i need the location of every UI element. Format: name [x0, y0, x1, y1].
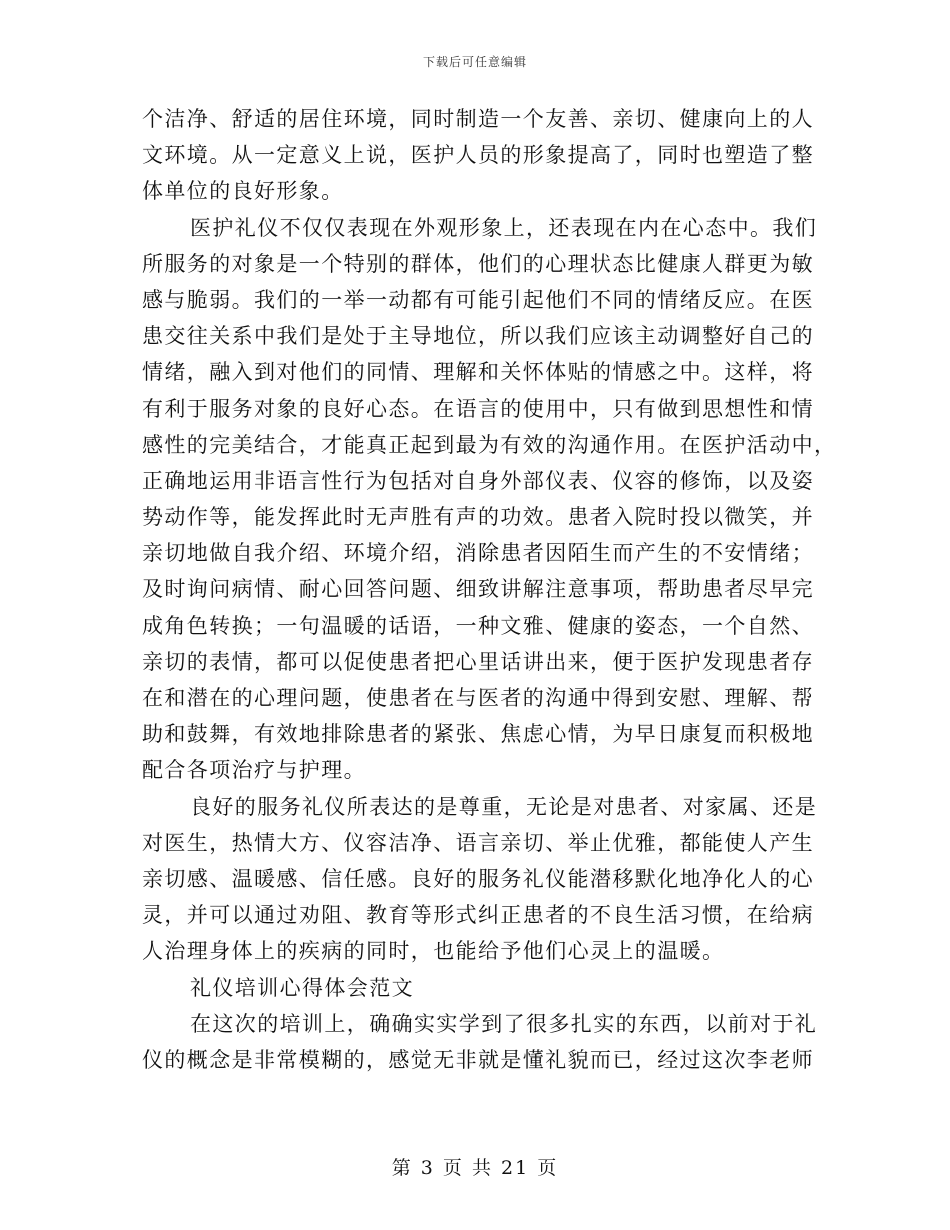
text-line: 有利于服务对象的良好心态。在语言的使用中，只有做到思想性和情: [142, 396, 814, 421]
text-line: 对医生，热情大方、仪容洁净、语言亲切、举止优雅，都能使人产生: [142, 830, 814, 855]
text-line: 亲切的表情，都可以促使患者把心里话讲出来，便于医护发现患者存: [142, 649, 814, 674]
text-line: 情绪，融入到对他们的同情、理解和关怀体贴的情感之中。这样，将: [142, 360, 814, 385]
text-line: 人治理身体上的疾病的同时，也能给予他们心灵上的温暖。: [142, 939, 725, 964]
paragraph-start-line: 良好的服务礼仪所表达的是尊重，无论是对患者、对家属、还是: [190, 794, 818, 819]
section-title: 礼仪培训心得体会范文: [190, 975, 414, 1000]
text-line: 及时询问病情、耐心回答问题、细致讲解注意事项，帮助患者尽早完: [142, 577, 814, 602]
text-line: 亲切感、温暖感、信任感。良好的服务礼仪能潜移默化地净化人的心: [142, 866, 814, 891]
text-line: 灵，并可以通过劝阻、教育等形式纠正患者的不良生活习惯，在给病: [142, 903, 814, 928]
text-line: 成角色转换；一句温暖的话语，一种文雅、健康的姿态，一个自然、: [142, 613, 814, 638]
text-line: 助和鼓舞，有效地排除患者的紧张、焦虑心情，为早日康复而积极地: [142, 722, 814, 747]
page-header: 下载后可任意编辑: [422, 55, 527, 69]
text-line: 所服务的对象是一个特别的群体，他们的心理状态比健康人群更为敏: [142, 251, 814, 276]
text-line: 患交往关系中我们是处于主导地位，所以我们应该主动调整好自己的: [142, 324, 814, 349]
text-line: 势动作等，能发挥此时无声胜有声的功效。患者入院时投以微笑，并: [142, 505, 814, 530]
text-line: 亲切地做自我介绍、环境介绍，消除患者因陌生而产生的不安情绪；: [142, 541, 814, 566]
text-line: 体单位的良好形象。: [142, 179, 344, 204]
paragraph-start-line: 在这次的培训上，确确实实学到了很多扎实的东西，以前对于礼: [190, 1011, 818, 1036]
text-line: 感性的完美结合，才能真正起到最为有效的沟通作用。在医护活动中，: [142, 432, 837, 457]
text-line: 文环境。从一定意义上说，医护人员的形象提高了，同时也塑造了整: [142, 143, 814, 168]
text-line: 在和潜在的心理问题，使患者在与医者的沟通中得到安慰、理解、帮: [142, 686, 814, 710]
page-number-footer: 第 3 页 共 21 页: [391, 1157, 559, 1179]
text-line: 感与脆弱。我们的一举一动都有可能引起他们不同的情绪反应。在医: [142, 287, 814, 312]
text-line: 仪的概念是非常模糊的，感觉无非就是懂礼貌而已，经过这次李老师: [142, 1047, 814, 1072]
paragraph-start-line: 医护礼仪不仅仅表现在外观形象上，还表现在内在心态中。我们: [190, 215, 818, 240]
text-line: 个洁净、舒适的居住环境，同时制造一个友善、亲切、健康向上的人: [142, 107, 814, 131]
text-line: 配合各项治疗与护理。: [142, 758, 366, 783]
text-line: 正确地运用非语言性行为包括对自身外部仪表、仪容的修饰，以及姿: [142, 468, 814, 493]
document-body: [142, 101, 837, 1078]
